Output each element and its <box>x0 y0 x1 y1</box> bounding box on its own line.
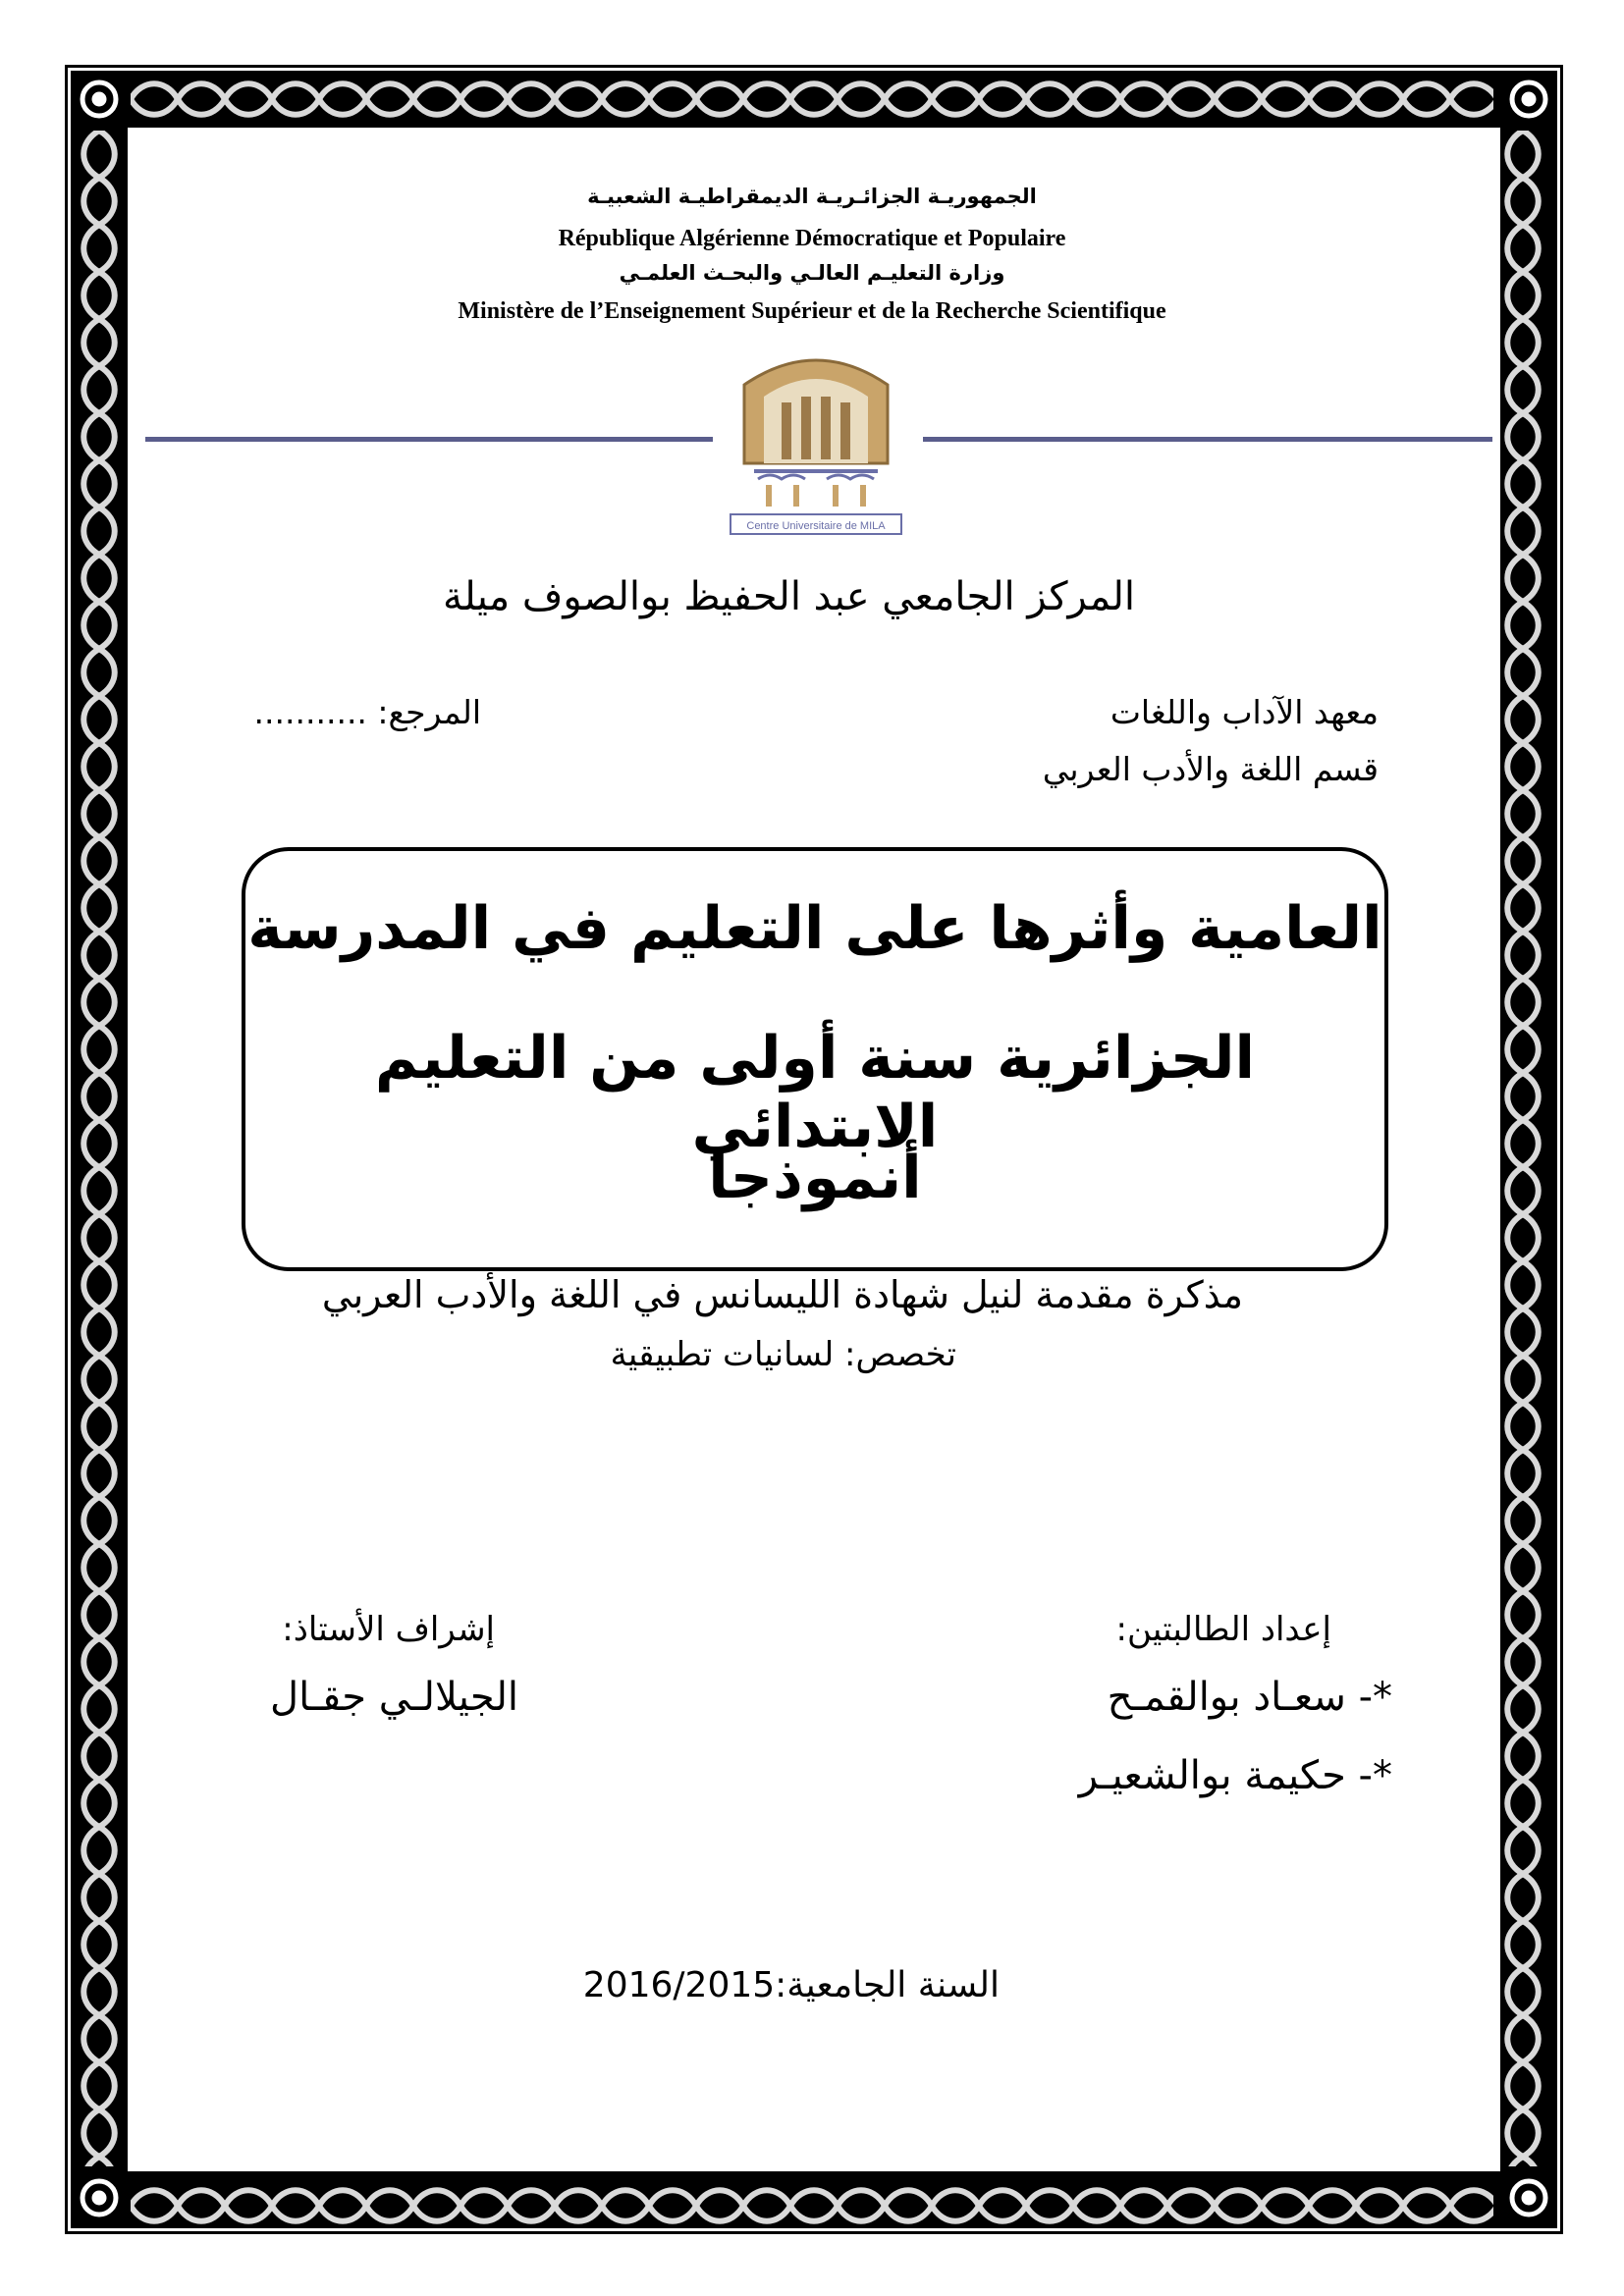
supervisor-label: إشراف الأستاذ: <box>282 1610 495 1649</box>
supervisor-name: الجيلالـي جقـال <box>270 1675 518 1720</box>
republic-name-fr: République Algérienne Démocratique et Populaire <box>558 226 1066 251</box>
reference-field: المرجع: ........... <box>253 693 481 731</box>
academic-year: السنة الجامعية:2016/2015 <box>582 1965 1000 2005</box>
header-rule-left <box>145 437 713 442</box>
institute-name: معهد الآداب واللغات <box>1110 693 1379 731</box>
department-name: قسم اللغة والأدب العربي <box>1042 750 1379 788</box>
student-name-2: *- حكيمة بوالشعيـر <box>1078 1753 1392 1798</box>
ministry-name-ar: وزارة التعليـم العالـي والبحـث العلمـي <box>619 261 1005 285</box>
logo-caption: Centre Universitaire de MILA <box>746 520 886 532</box>
university-logo <box>725 346 907 540</box>
header-rule-right <box>923 437 1492 442</box>
republic-name-ar: الجمهوريـة الجزائـريـة الديمقراطيـة الشعبيـة <box>587 185 1037 208</box>
specialty: تخصص: لسانيات تطبيقية <box>610 1335 956 1374</box>
ministry-name-fr: Ministère de l’Enseignement Supérieur et de la Recherche Scientifique <box>458 298 1166 324</box>
thesis-title-box <box>242 847 1388 1271</box>
degree-statement: مذكرة مقدمة لنيل شهادة الليسانس في اللغة والأدب العربي <box>321 1273 1243 1316</box>
students-label: إعداد الطالبتين: <box>1115 1610 1331 1649</box>
thesis-title-line-3: أنموذجا <box>708 1144 922 1212</box>
thesis-title-line-1: العامية وأثرها على التعليم في المدرسة <box>247 894 1382 963</box>
student-name-1: *- سعـاد بوالقمـح <box>1107 1675 1392 1720</box>
thesis-title-line-2: الجزائرية سنة أولى من التعليم الابتدائي <box>374 1024 1256 1161</box>
university-center-name: المركز الجامعي عبد الحفيظ بوالصوف ميلة <box>443 574 1135 619</box>
